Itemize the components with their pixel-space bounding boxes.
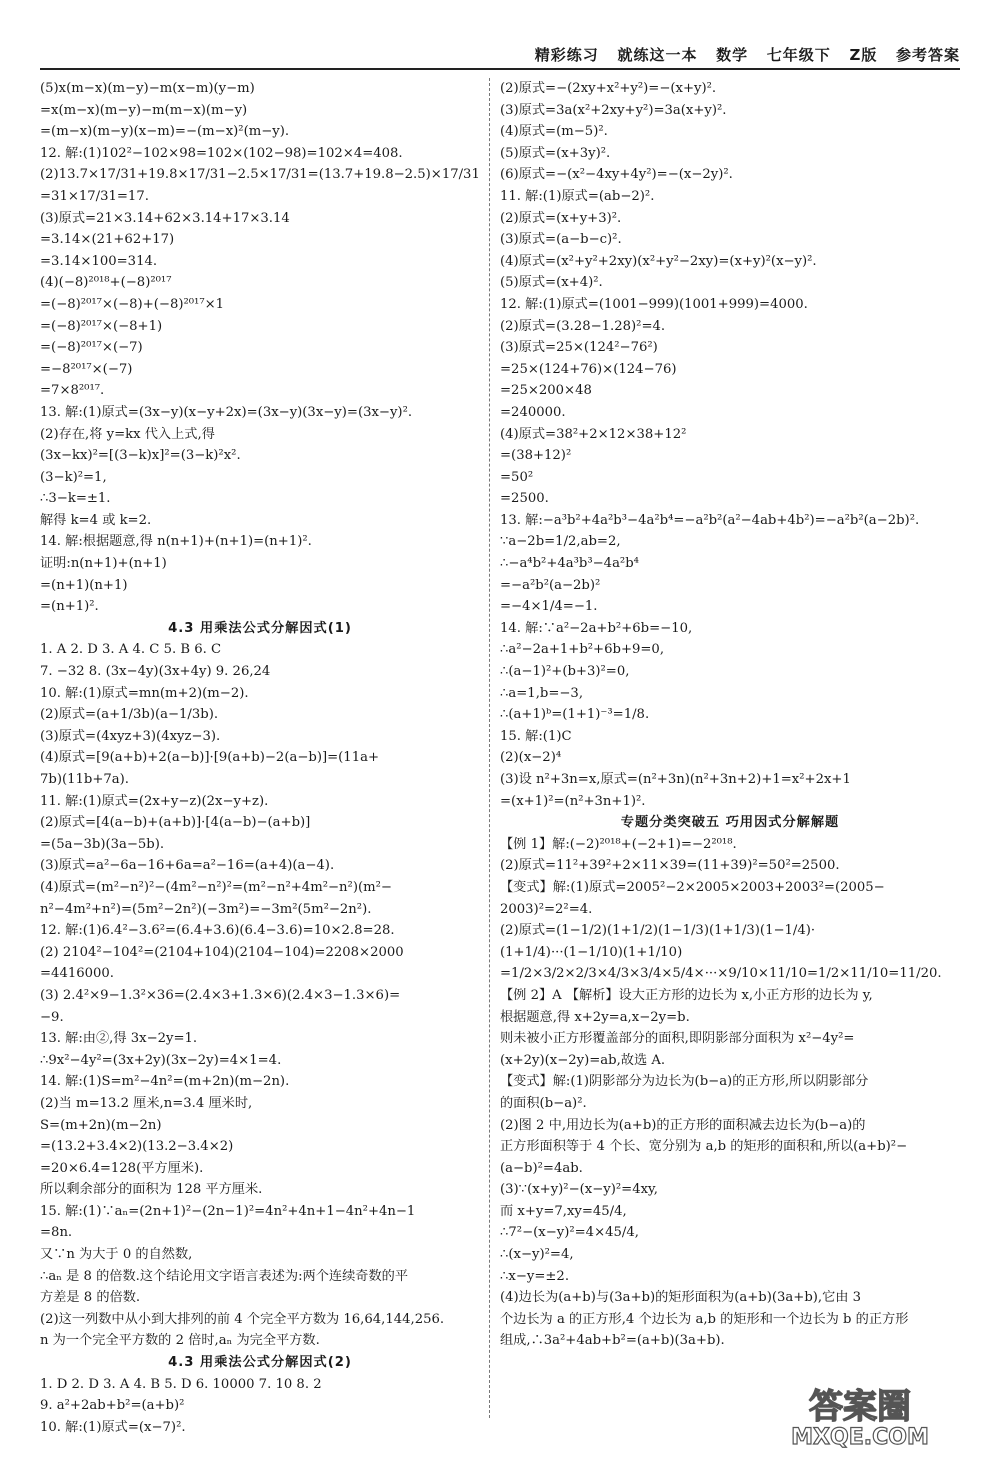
right-line: (5)原式=(x+3y)². [500,145,611,161]
right-line: ∴(a−1)²+(b+3)²=0, [500,664,630,680]
left-line: =7×8²⁰¹⁷. [40,383,105,399]
right-line: 14. 解:∵a²−2a+b²+6b=−10, [500,620,693,636]
right-line: ∴(a+1)ᵇ=(1+1)⁻³=1/8. [500,707,650,723]
left-line: (2)原式=(a+1/3b)(a−1/3b). [40,707,219,723]
left-line: (4)原式=[9(a+b)+2(a−b)]·[9(a+b)−2(a−b)]=(11a+ [40,750,379,766]
left-line: (2)原式=[4(a−b)+(a+b)]·[4(a−b)−(a+b)] [40,815,311,831]
right-line: (2)图 2 中,用边长为(a+b)的正方形的面积减去边长为(b−a)的 [500,1117,866,1133]
right-line: =240000. [500,404,566,420]
right-line: ∴x−y=±2. [500,1268,570,1284]
left-line: =8n. [40,1225,73,1241]
left-line: 10. 解:(1)原式=mn(m+2)(m−2). [40,685,249,701]
left-line: ∴9x²−4y²=(3x+2y)(3x−2y)=4×1=4. [40,1052,282,1068]
left-line: (2)存在,将 y=kx 代入上式,得 [40,426,215,442]
right-line: (4)原式=(m−5)². [500,124,608,140]
right-line: ∵a−2b=1/2,ab=2, [500,534,621,550]
right-line: (2)原式=(x+y+3)². [500,210,622,226]
left-line: (3x−kx)²=[(3−k)x]²=(3−k)²x². [40,448,241,464]
left-line: n 为一个完全平方数的 2 倍时,aₙ 为完全平方数. [40,1333,320,1349]
left-line: 又∵n 为大于 0 的自然数, [40,1247,193,1263]
left-line: (3−k)²=1, [40,469,107,485]
right-line: =−4×1/4=−1. [500,599,598,615]
left-line: =31×17/31=17. [40,188,149,204]
right-line: =2500. [500,491,549,507]
right-line: (6)原式=−(x²−4xy+4y²)=−(x−2y)². [500,167,733,183]
right-line: 13. 解:−a³b²+4a²b³−4a²b⁴=−a²b²(a²−4ab+4b²)=−a²b²(a−2b)². [500,512,920,528]
right-line: 15. 解:(1)C [500,728,572,744]
watermark-logo [745,1380,975,1450]
left-line: =(n+1)(n+1) [40,577,128,593]
right-line: 正方形面积等于 4 个长、宽分别为 a,b 的矩形的面积和,所以(a+b)²− [500,1139,908,1155]
left-line: =3.14×100=314. [40,253,158,269]
right-line: (2)原式=(1−1/2)(1+1/2)(1−1/3)(1+1/3)(1−1/4)· [500,923,816,939]
right-column [500,78,960,1352]
left-line: −9. [40,1009,64,1025]
left-line: =(5a−3b)(3a−5b). [40,836,165,852]
left-line: 10. 解:(1)原式=(x−7)². [40,1419,186,1435]
right-line: (5)原式=(x+4)². [500,275,603,291]
right-line: =25×200×48 [500,383,592,399]
right-line: (4)原式=(x²+y²+2xy)(x²+y²−2xy)=(x+y)²(x−y)². [500,253,817,269]
left-line: n²−4m²+n²)=(5m²−2n²)(−3m²)=−3m²(5m²−2n²). [40,901,372,917]
watermark-title: 答案圈 [809,1387,911,1427]
right-line: ∴a²−2a+1+b²+6b+9=0, [500,642,665,658]
right-line: (1+1/4)···(1−1/10)(1+1/10) [500,944,683,960]
left-line: (2)这一列数中从小到大排列的前 4 个完全平方数为 16,64,144,256. [40,1311,445,1327]
left-line: =(m−x)(m−y)(x−m)=−(m−x)²(m−y). [40,124,290,140]
left-line: (2)当 m=13.2 厘米,n=3.4 厘米时, [40,1095,253,1111]
right-line: (3)原式=3a(x²+2xy+y²)=3a(x+y)². [500,102,727,118]
right-line: (x+2y)(x−2y)=ab,故选 A. [500,1052,666,1068]
left-line: 9. a²+2ab+b²=(a+b)² [40,1398,185,1414]
left-line: (3)原式=a²−6a−16+6a=a²−16=(a+4)(a−4). [40,858,335,874]
left-line: 证明:n(n+1)+(n+1) [40,556,167,572]
right-line: 【变式】解:(1)原式=2005²−2×2005×2003+2003²=(2005− [500,879,885,895]
watermark-url: MXQE.COM [791,1425,929,1450]
right-line: (4)原式=38²+2×12×38+12² [500,426,687,442]
right-line: =(38+12)² [500,448,572,464]
right-line: 专题分类突破五 巧用因式分解解题 [620,815,840,831]
left-line: =(n+1)². [40,599,99,615]
left-line: (3)原式=21×3.14+62×3.14+17×3.14 [40,210,290,226]
left-line: =20×6.4=128(平方厘米). [40,1160,204,1176]
left-line: =(13.2+3.4×2)(13.2−3.4×2) [40,1139,234,1155]
right-line: (a−b)²=4ab. [500,1160,583,1176]
right-line: 而 x+y=7,xy=45/4, [500,1203,627,1219]
left-line: 4.3 用乘法公式分解因式(2) [168,1355,352,1371]
left-line: =−8²⁰¹⁷×(−7) [40,361,133,377]
left-line: =(−8)²⁰¹⁷×(−8+1) [40,318,163,334]
right-line: 11. 解:(1)原式=(ab−2)². [500,188,655,204]
right-line: =1/2×3/2×2/3×4/3×3/4×5/4×···×9/10×11/10=1/2×11/10=11/20. [500,966,942,982]
left-line: =x(m−x)(m−y)−m(m−x)(m−y) [40,102,248,118]
right-line: (2)原式=11²+39²+2×11×39=(11+39)²=50²=2500. [500,858,840,874]
left-line: 方差是 8 的倍数. [40,1290,141,1306]
right-line: (3)原式=(a−b−c)². [500,232,622,248]
left-line: 7b)(11b+7a). [40,772,129,787]
right-line: 2003)²=2²=4. [500,901,593,917]
left-line: 7. −32 8. (3x−4y)(3x+4y) 9. 26,24 [40,664,271,680]
left-line: ∴aₙ 是 8 的倍数.这个结论用文字语言表述为:两个连续奇数的平 [40,1268,409,1284]
right-line: (3)设 n²+3n=x,原式=(n²+3n)(n²+3n+2)+1=x²+2x+1 [500,772,851,787]
right-line: (3)∵(x+y)²−(x−y)²=4xy, [500,1182,658,1198]
right-line: 【例 2】A 【解析】设大正方形的边长为 x,小正方形的边长为 y, [500,987,873,1003]
left-line: 15. 解:(1)∵aₙ=(2n+1)²−(2n−1)²=4n²+4n+1−4n²+4n−1 [40,1203,416,1219]
left-line: =3.14×(21+62+17) [40,232,175,248]
left-line: (3)原式=(4xyz+3)(4xyz−3). [40,728,221,744]
page-header [40,38,960,70]
left-line: ∴3−k=±1. [40,491,111,507]
right-line: =50² [500,469,534,485]
column-divider [489,78,490,1418]
right-line: (4)边长为(a+b)与(3a+b)的矩形面积为(a+b)(3a+b),它由 3 [500,1290,862,1306]
left-line: 解得 k=4 或 k=2. [40,512,152,528]
right-line: 【变式】解:(1)阴影部分为边长为(b−a)的正方形,所以阴影部分 [500,1074,869,1090]
left-line: (3) 2.4²×9−1.3²×36=(2.4×3+1.3×6)(2.4×3−1.3×6)= [40,987,401,1003]
left-line: 1. A 2. D 3. A 4. C 5. B 6. C [40,642,222,658]
right-line: 则未被小正方形覆盖部分的面积,即阴影部分面积为 x²−4y²= [500,1031,855,1047]
right-line: =25×(124+76)×(124−76) [500,361,677,377]
left-line: (4)原式=(m²−n²)²−(4m²−n²)²=(m²−n²+4m²−n²)(m²− [40,879,392,895]
left-line: 14. 解:(1)S=m²−4n²=(m+2n)(m−2n). [40,1074,290,1090]
running-title: 精彩练习 就练这一本 数学 七年级下 Z版 参考答案 [534,46,960,64]
right-line: (2)原式=(3.28−1.28)²=4. [500,318,666,334]
left-line: =(−8)²⁰¹⁷×(−7) [40,340,143,356]
right-line: 根据题意,得 x+2y=a,x−2y=b. [500,1009,690,1025]
left-line: 12. 解:(1)6.4²−3.6²=(6.4+3.6)(6.4−3.6)=10×2.8=28. [40,923,395,939]
right-line: ∴7²−(x−y)²=4×45/4, [500,1225,639,1241]
right-line: 的面积(b−a)². [500,1095,587,1111]
right-line: 【例 1】解:(−2)²⁰¹⁸+(−2+1)=−2²⁰¹⁸. [500,836,737,852]
left-line: 13. 解:由②,得 3x−2y=1. [40,1031,198,1047]
right-line: (2)(x−2)⁴ [500,750,562,766]
right-line: =(x+1)²=(n²+3n+1)². [500,793,646,809]
right-line: ∴a=1,b=−3, [500,685,584,701]
right-line: 12. 解:(1)原式=(1001−999)(1001+999)=4000. [500,296,808,312]
left-line: 4.3 用乘法公式分解因式(1) [168,620,352,636]
right-line: (3)原式=25×(124²−76²) [500,340,658,356]
right-line: ∴−a⁴b²+4a³b³−4a²b⁴ [500,556,639,572]
left-line: (2) 2104²−104²=(2104+104)(2104−104)=2208×2000 [40,944,404,960]
left-column [40,78,480,1438]
right-line: =−a²b²(a−2b)² [500,577,601,593]
right-line: (2)原式=−(2xy+x²+y²)=−(x+y)². [500,81,717,96]
left-line: 11. 解:(1)原式=(2x+y−z)(2x−y+z). [40,793,269,809]
left-line: =(−8)²⁰¹⁷×(−8)+(−8)²⁰¹⁷×1 [40,296,225,312]
left-line: 所以剩余部分的面积为 128 平方厘米. [40,1182,263,1198]
left-line: 14. 解:根据题意,得 n(n+1)+(n+1)=(n+1)². [40,534,312,550]
left-line: 12. 解:(1)102²−102×98=102×(102−98)=102×4=408. [40,145,403,161]
right-line: ∴(x−y)²=4, [500,1247,574,1263]
left-line: (2)13.7×17/31+19.8×17/31−2.5×17/31=(13.7+19.8−2.5)×17/31 [40,167,480,183]
left-line: 13. 解:(1)原式=(3x−y)(x−y+2x)=(3x−y)(3x−y)=(3x−y)². [40,404,413,420]
right-line: 个边长为 a 的正方形,4 个边长为 a,b 的矩形和一个边长为 b 的正方形 [500,1311,909,1327]
left-line: 1. D 2. D 3. A 4. B 5. D 6. 10000 7. 10 8. 2 [40,1376,322,1392]
right-line: 组成,∴3a²+4ab+b²=(a+b)(3a+b). [500,1333,725,1349]
left-line: (4)(−8)²⁰¹⁸+(−8)²⁰¹⁷ [40,275,172,291]
left-line: S=(m+2n)(m−2n) [40,1117,162,1133]
left-line: (5)x(m−x)(m−y)−m(x−m)(y−m) [40,81,255,96]
left-line: =4416000. [40,966,114,982]
